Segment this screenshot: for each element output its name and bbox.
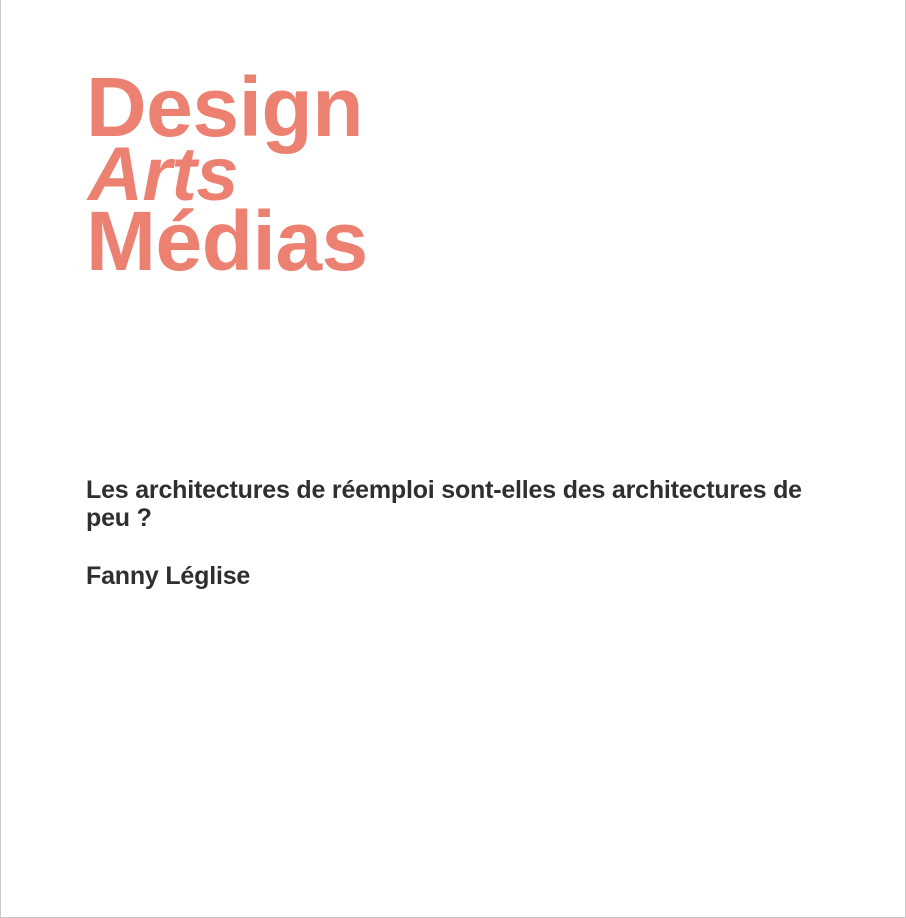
- article-title: Les architectures de réemploi sont-elles des architectures de peu ?: [86, 476, 802, 532]
- article-header: [86, 476, 816, 591]
- journal-logo: [86, 60, 368, 289]
- journal-logo-line-design: Design: [86, 60, 364, 154]
- article-author: Fanny Léglise: [86, 562, 251, 590]
- journal-logo-line-arts: Arts: [88, 131, 239, 217]
- journal-logo-line-medias: Médias: [86, 194, 368, 289]
- page-border-left: [0, 0, 1, 918]
